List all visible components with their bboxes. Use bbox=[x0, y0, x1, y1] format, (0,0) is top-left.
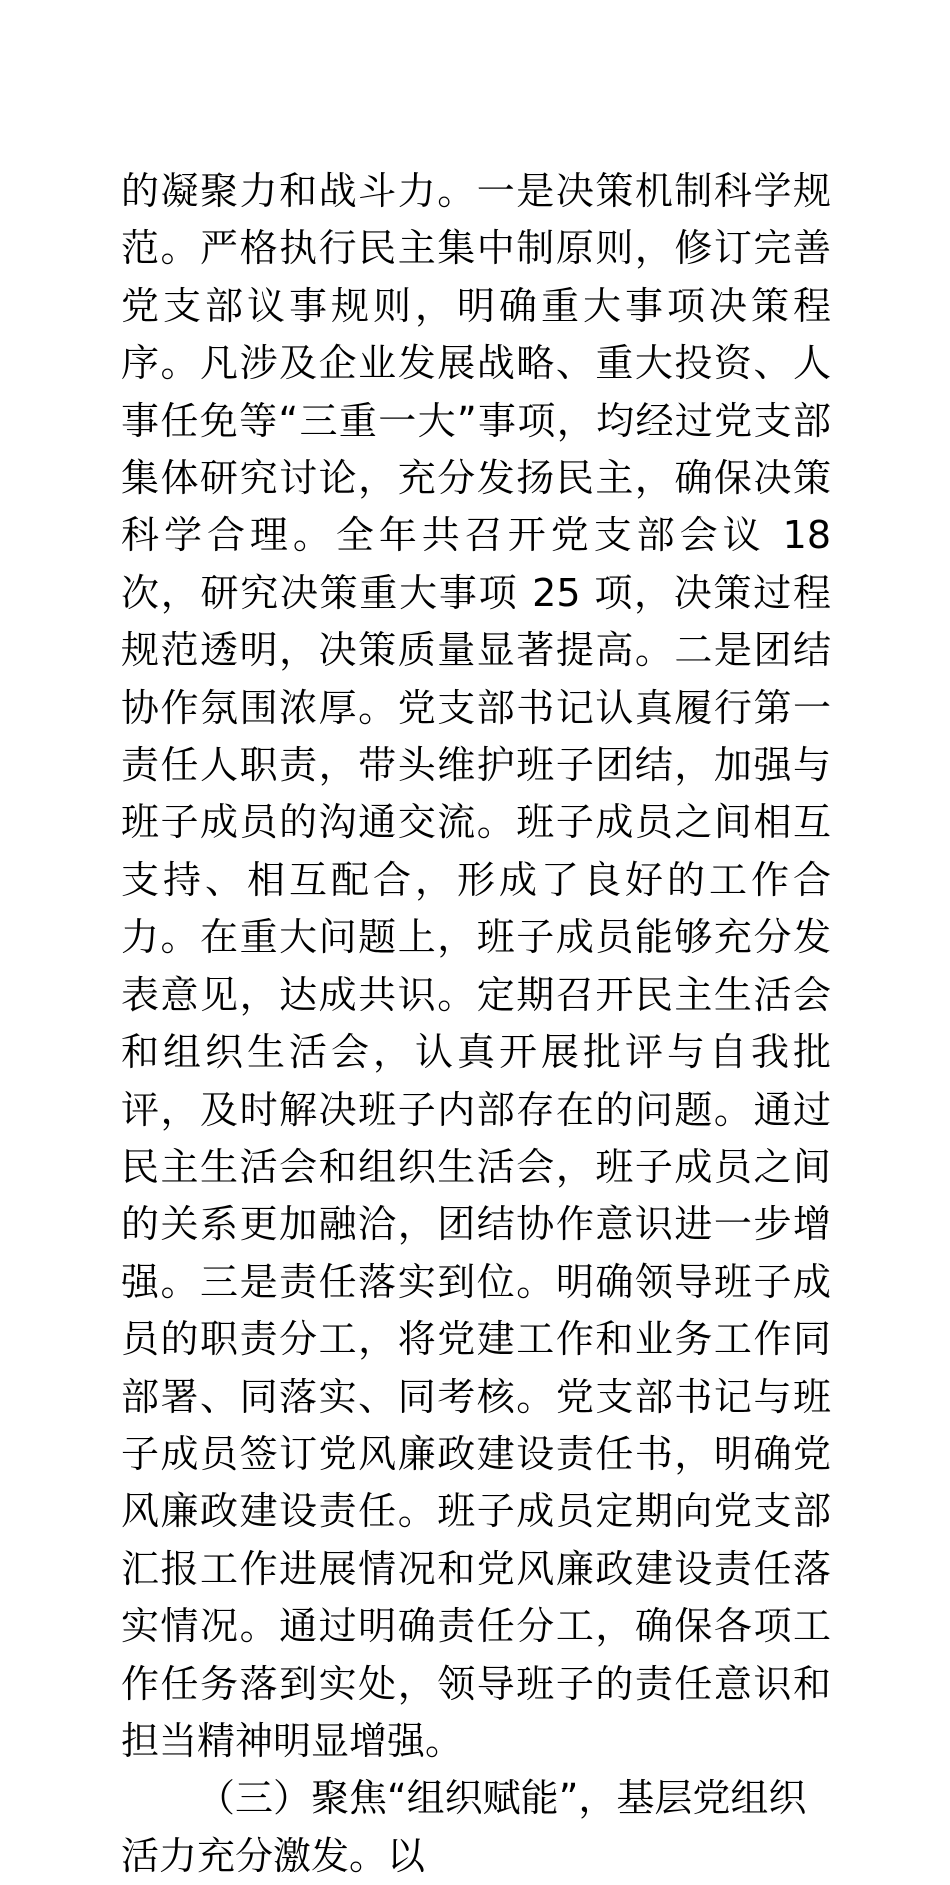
paragraph-section-three: （三）聚焦“组织赋能”，基层党组织活力充分激发。以 bbox=[121, 1776, 807, 1878]
document-text-column bbox=[121, 163, 831, 1885]
paragraph-continuation: 的凝聚力和战斗力。一是决策机制科学规范。严格执行民主集中制原则，修订完善党支部议事规则，明确重大事项决策程序。凡涉及企业发展战略、重大投资、人事任免等“三重一大”事项，均经过党支部集体研究讨论，充分发扬民主，确保决策科学合理。全年共召开党支部会议 18 次，研究决策重大事项 25 项，决策过程规范透明，决策质量显著提高。二是团结协作氛围浓厚。党支部书记认真履行第一责任人职责，带头维护班子团结，加强与班子成员的沟通交流。班子成员之间相互支持、相互配合，形成了良好的工作合力。在重大问题上，班子成员能够充分发表意见，达成共识。定期召开民主生活会和组织生活会，认真开展批评与自我批评，及时解决班子内部存在的问题。通过民主生活会和组织生活会，班子成员之间的关系更加融洽，团结协作意识进一步增强。三是责任落实到位。明确领导班子成员的职责分工，将党建工作和业务工作同部署、同落实、同考核。党支部书记与班子成员签订党风廉政建设责任书，明确党风廉政建设责任。班子成员定期向党支部汇报工作进展情况和党风廉政建设责任落实情况。通过明确责任分工，确保各项工作任务落到实处，领导班子的责任意识和担当精神明显增强。 bbox=[121, 169, 831, 1763]
